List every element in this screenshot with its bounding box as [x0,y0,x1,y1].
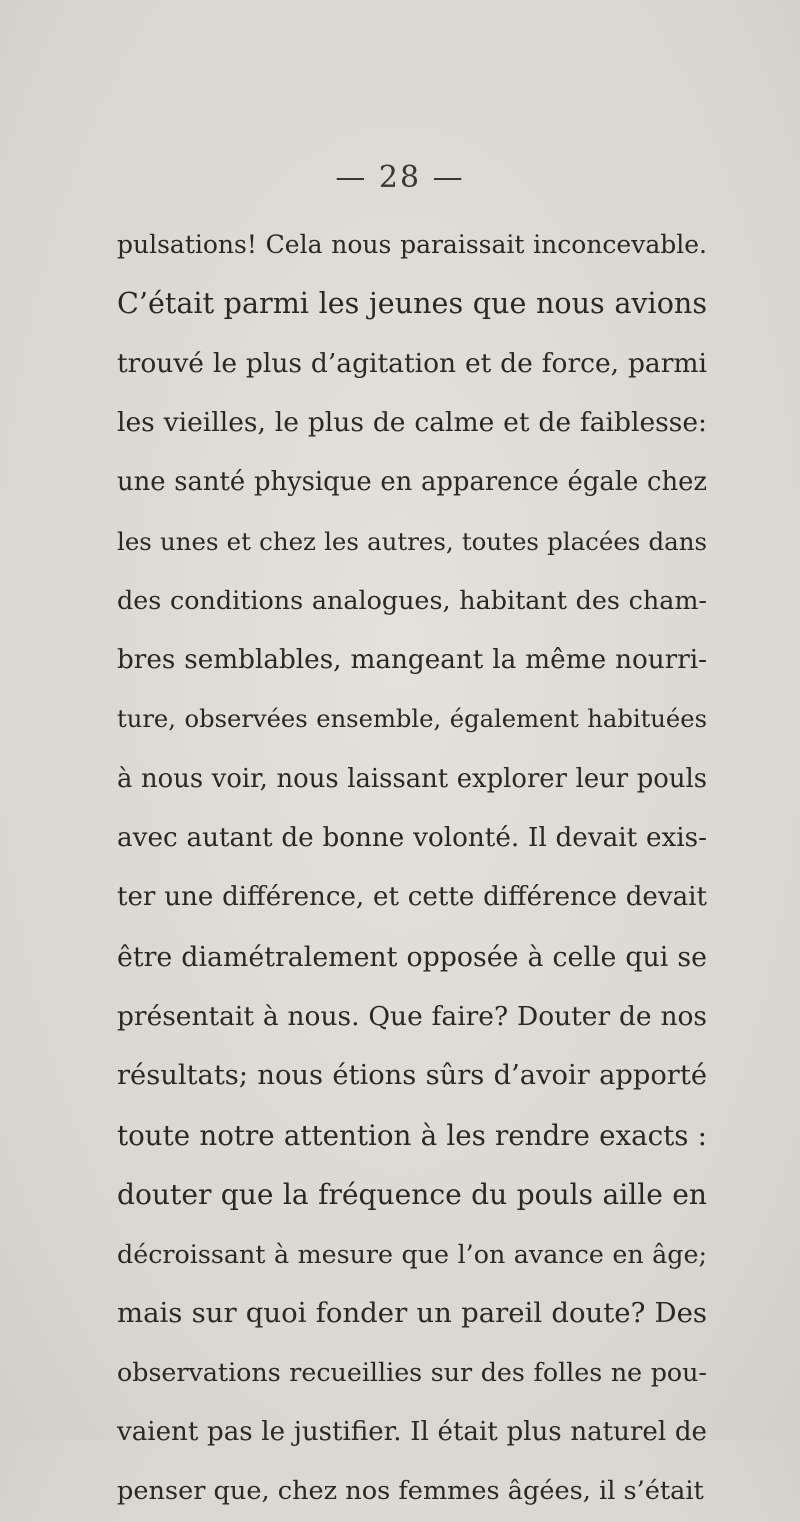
text-line: une santé physique en apparence égale chez [117,466,707,497]
text-line: douter que la fréquence du pouls aille en [117,1178,707,1212]
text-line: C’était parmi les jeunes que nous avions [117,286,707,321]
text-line: présentait à nous. Que faire? Douter de nos [117,1001,707,1033]
text-line: penser que, chez nos femmes âgées, il s’était [117,1476,704,1507]
text-line: ture, observées ensemble, également habituées [117,705,707,734]
text-line: observations recueillies sur des folles ne pou- [117,1357,707,1388]
text-line: être diamétralement opposée à celle qui se [117,941,707,973]
text-line: décroissant à mesure que l’on avance en âge; [117,1238,707,1269]
text-line: les vieilles, le plus de calme et de faiblesse: [117,407,707,439]
text-line: ter une différence, et cette différence devait [117,882,707,913]
page-number: — 28 — [335,160,465,195]
text-line: mais sur quoi fonder un pareil doute? Des [117,1297,707,1330]
body-text [117,215,707,1522]
text-line: les unes et chez les autres, toutes placées dans [117,526,707,556]
text-line: trouvé le plus d’agitation et de force, parmi [117,347,707,379]
text-line: avec autant de bonne volonté. Il devait exis- [117,822,707,853]
text-line: vaient pas le justifier. Il était plus naturel de [117,1416,707,1447]
text-line: des conditions analogues, habitant des cham- [117,585,707,616]
text-line: pulsations! Cela nous paraissait inconcevable. [117,230,707,259]
text-line: à nous voir, nous laissant explorer leur pouls [117,763,707,794]
text-line: résultats; nous étions sûrs d’avoir apporté [117,1060,707,1092]
text-line: bres semblables, mangeant la même nourri- [117,644,707,675]
text-line: toute notre attention à les rendre exacts : [117,1118,707,1152]
